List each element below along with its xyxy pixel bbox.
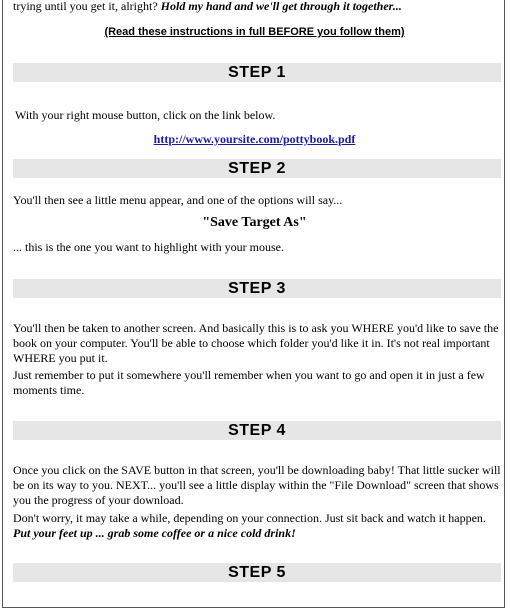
save-target-as-label: "Save Target As" bbox=[202, 215, 307, 230]
pdf-download-link[interactable]: http://www.yoursite.com/pottybook.pdf bbox=[153, 132, 356, 146]
step-4-paragraph-2 bbox=[13, 511, 501, 541]
step-3-paragraph-2: Just remember to put it somewhere you'll remember when you want to go and open it in just a few moments time. bbox=[13, 368, 485, 397]
step-1-header: STEP 1 bbox=[13, 63, 501, 82]
step-1-link-wrap bbox=[3, 132, 506, 147]
instructions-note: (Read these instructions in full BEFORE you follow them) bbox=[104, 26, 405, 38]
step-4-header: STEP 4 bbox=[13, 421, 501, 440]
step-2-header: STEP 2 bbox=[13, 159, 501, 178]
step-1-text: With your right mouse button, click on the link below. bbox=[15, 108, 276, 122]
intro-prefix: trying until you get it, alright? bbox=[13, 0, 158, 13]
step-2-followup: ... this is the one you want to highlight with your mouse. bbox=[13, 240, 284, 254]
step-2-text: You'll then see a little menu appear, and one of the options will say... bbox=[13, 193, 343, 207]
step-5-header: STEP 5 bbox=[13, 563, 501, 582]
intro-line bbox=[13, 0, 402, 14]
step-4-paragraph-2-text: Don't worry, it may take a while, depending on your connection. Just sit back and watch it happen. bbox=[13, 511, 486, 525]
instructions-note-wrap bbox=[3, 24, 506, 39]
step-3-header: STEP 3 bbox=[13, 279, 501, 298]
intro-emphasis: Hold my hand and we'll get through it together... bbox=[160, 0, 402, 13]
step-4-emphasis: Put your feet up ... grab some coffee or a nice cold drink! bbox=[13, 526, 296, 540]
step-4-paragraph-1: Once you click on the SAVE button in that screen, you'll be downloading baby! That little sucker will be on its way to you. NEXT... you'll see a little display within the "File Download" screen that shows you the progress of your download. bbox=[13, 463, 501, 507]
step-3-paragraph-1: You'll then be taken to another screen. And basically this is to ask you WHERE you'd like to save the book on your computer. You'll be able to choose which folder you'd like it in. It's not real important WHERE you put it. bbox=[13, 321, 499, 365]
save-target-as-label-wrap bbox=[3, 215, 506, 231]
document-frame bbox=[2, 0, 505, 608]
